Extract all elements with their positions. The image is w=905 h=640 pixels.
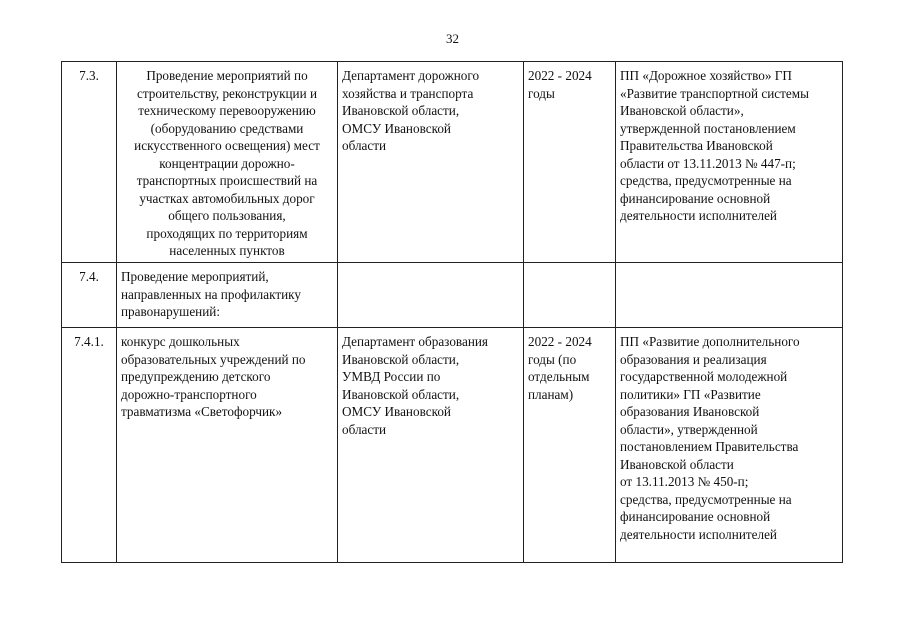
- action-cell: Проведение мероприятий по строительству, реконструкции и техническому перевооружению (оборудованию средствами искусственного освещения) мест концентрации дорожно- транспортных происшествий на участках автомобильных дорог общего пользования, проходящих по территориям населенных пунктов: [117, 62, 338, 263]
- table-row: [62, 328, 843, 563]
- executor-cell: [338, 263, 524, 328]
- row-number: 7.4.: [62, 263, 117, 328]
- action-cell: Проведение мероприятий, направленных на профилактику правонарушений:: [117, 263, 338, 328]
- period-cell: [524, 263, 616, 328]
- period-cell: 2022 - 2024 годы (по отдельным планам): [524, 328, 616, 563]
- source-cell: [616, 263, 843, 328]
- table-row: [62, 62, 843, 263]
- source-cell: ПП «Дорожное хозяйство» ГП «Развитие транспортной системы Ивановской области», утвержденной постановлением Правительства Ивановской области от 13.11.2013 № 447-п; средства, предусмотренные на финансирование основной деятельности исполнителей: [616, 62, 843, 263]
- source-cell: ПП «Развитие дополнительного образования и реализация государственной молодежной политики» ГП «Развитие образования Ивановской области», утвержденной постановлением Правительства Ивановской области от 13.11.2013 № 450-п; средства, предусмотренные на финансирование основной деятельности исполнителей: [616, 328, 843, 563]
- measures-table: [61, 61, 843, 563]
- period-cell: 2022 - 2024 годы: [524, 62, 616, 263]
- page-number: 32: [446, 31, 459, 46]
- action-cell: конкурс дошкольных образовательных учреждений по предупреждению детского дорожно-транспортного травматизма «Светофорчик»: [117, 328, 338, 563]
- row-number: 7.4.1.: [62, 328, 117, 563]
- row-number: 7.3.: [62, 62, 117, 263]
- executor-cell: Департамент дорожного хозяйства и транспорта Ивановской области, ОМСУ Ивановской области: [338, 62, 524, 263]
- table-row: [62, 263, 843, 328]
- executor-cell: Департамент образования Ивановской области, УМВД России по Ивановской области, ОМСУ Ивановской области: [338, 328, 524, 563]
